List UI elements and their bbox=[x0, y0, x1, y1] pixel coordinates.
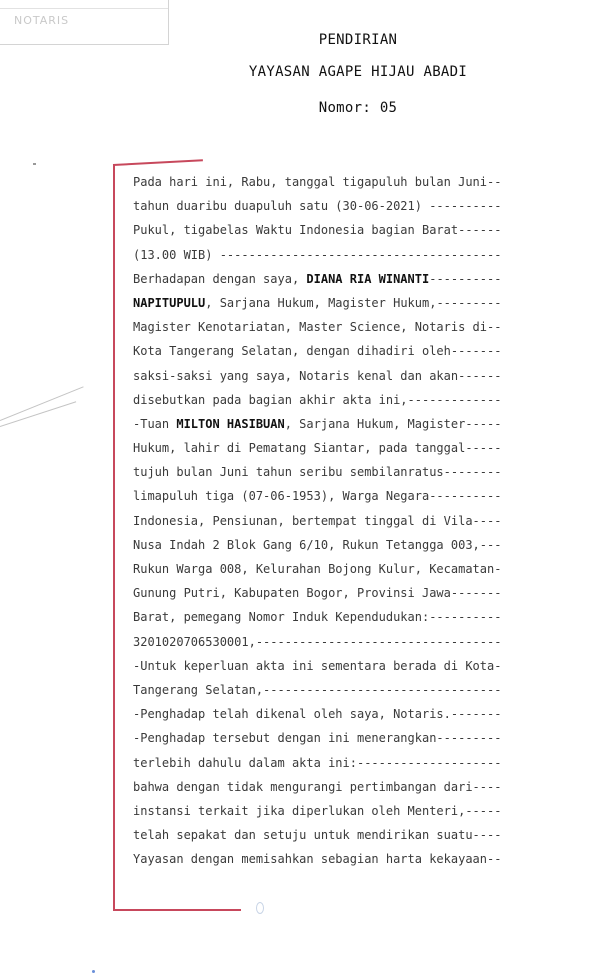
deed-text: (13.00 WIB) --------------------------------------- bbox=[133, 247, 502, 262]
deed-line bbox=[133, 364, 593, 388]
deed-line bbox=[133, 291, 593, 315]
deed-text: Nusa Indah 2 Blok Gang 6/10, Rukun Tetangga 003,--- bbox=[133, 537, 502, 552]
deed-text: -Tuan bbox=[133, 416, 177, 431]
foundation-name: YAYASAN AGAPE HIJAU ABADI bbox=[248, 64, 468, 80]
deed-text: terlebih dahulu dalam akta ini:-------------------- bbox=[133, 755, 502, 770]
deed-line bbox=[133, 243, 593, 267]
deed-line bbox=[133, 751, 593, 775]
deed-text: Yayasan dengan memisahkan sebagian harta kekayaan-- bbox=[133, 852, 502, 867]
bold-name-text: NAPITUPULU bbox=[133, 295, 206, 310]
deed-line bbox=[133, 436, 593, 460]
deed-body bbox=[133, 170, 593, 871]
deed-line bbox=[133, 412, 593, 436]
deed-line bbox=[133, 533, 593, 557]
deed-line bbox=[133, 823, 593, 847]
deed-line bbox=[133, 557, 593, 581]
deed-text: Pada hari ini, Rabu, tanggal tigapuluh bulan Juni-- bbox=[133, 175, 502, 189]
deed-text: disebutkan pada bagian akhir akta ini,------------- bbox=[133, 392, 502, 407]
deed-text: -Penghadap telah dikenal oleh saya, Notaris.------- bbox=[133, 707, 502, 722]
deed-text: instansi terkait jika diperlukan oleh Menteri,----- bbox=[133, 803, 502, 818]
margin-line-left bbox=[113, 164, 115, 910]
deed-line bbox=[133, 315, 593, 339]
deed-line bbox=[133, 581, 593, 605]
deed-line bbox=[133, 509, 593, 533]
notary-stamp-label: NOTARIS bbox=[14, 14, 70, 27]
deed-text: Kota Tangerang Selatan, dengan dihadiri oleh------- bbox=[133, 344, 502, 359]
deed-number: Nomor: 05 bbox=[318, 100, 398, 116]
deed-line bbox=[133, 775, 593, 799]
deed-line bbox=[133, 847, 593, 871]
deed-line bbox=[133, 678, 593, 702]
deed-text: Magister Kenotariatan, Master Science, Notaris di-- bbox=[133, 320, 502, 335]
deed-line bbox=[133, 339, 593, 363]
bold-name-text: DIANA RIA WINANTI bbox=[306, 271, 430, 286]
deed-text: saksi-saksi yang saya, Notaris kenal dan akan------ bbox=[133, 368, 502, 383]
pen-mark bbox=[256, 902, 264, 914]
deed-text: 3201020706530001,---------------------------------- bbox=[133, 634, 502, 649]
deed-line bbox=[133, 460, 593, 484]
deed-text: Berhadapan dengan saya, bbox=[133, 271, 307, 286]
margin-line-top bbox=[113, 159, 203, 166]
deed-title: PENDIRIAN bbox=[318, 32, 398, 48]
deed-line bbox=[133, 194, 593, 218]
deed-line bbox=[133, 702, 593, 726]
deed-line bbox=[133, 170, 593, 194]
deed-text: Indonesia, Pensiunan, bertempat tinggal di Vila---- bbox=[133, 513, 502, 528]
deed-text: Gunung Putri, Kabupaten Bogor, Provinsi Jawa------- bbox=[133, 586, 502, 601]
deed-line bbox=[133, 799, 593, 823]
deed-line bbox=[133, 654, 593, 678]
deed-text: Tangerang Selatan,--------------------------------- bbox=[133, 682, 502, 697]
deed-line bbox=[133, 484, 593, 508]
deed-line bbox=[133, 388, 593, 412]
deed-line bbox=[133, 218, 593, 242]
deed-line bbox=[133, 605, 593, 629]
deed-text: , Sarjana Hukum, Magister----- bbox=[284, 416, 502, 431]
deed-text: limapuluh tiga (07-06-1953), Warga Negara---------- bbox=[133, 489, 502, 504]
deed-text: telah sepakat dan setuju untuk mendirikan suatu---- bbox=[133, 828, 502, 843]
deed-text: Pukul, tigabelas Waktu Indonesia bagian Barat------ bbox=[133, 223, 502, 238]
deed-text: -Penghadap tersebut dengan ini menerangkan--------- bbox=[133, 731, 502, 746]
deed-text: bahwa dengan tidak mengurangi pertimbangan dari---- bbox=[133, 779, 502, 794]
ink-dot bbox=[33, 163, 36, 165]
deed-text: Barat, pemegang Nomor Induk Kependudukan:---------- bbox=[133, 610, 502, 625]
deed-text: Hukum, lahir di Pematang Siantar, pada tanggal----- bbox=[133, 441, 502, 456]
deed-line bbox=[133, 267, 593, 291]
bold-name-text: MILTON HASIBUAN bbox=[176, 416, 285, 431]
deed-line bbox=[133, 630, 593, 654]
deed-text: tujuh bulan Juni tahun seribu sembilanratus-------- bbox=[133, 465, 502, 480]
margin-line-bottom bbox=[113, 909, 241, 911]
deed-text: -Untuk keperluan akta ini sementara berada di Kota- bbox=[133, 658, 502, 673]
deed-text: Rukun Warga 008, Kelurahan Bojong Kulur, Kecamatan- bbox=[133, 562, 502, 576]
deed-text: tahun duaribu duapuluh satu (30-06-2021) ---------- bbox=[133, 199, 502, 214]
deed-text: , Sarjana Hukum, Magister Hukum,--------- bbox=[205, 295, 502, 310]
deed-line bbox=[133, 726, 593, 750]
ink-dot-blue bbox=[92, 970, 95, 973]
deed-text: ---------- bbox=[429, 271, 502, 286]
